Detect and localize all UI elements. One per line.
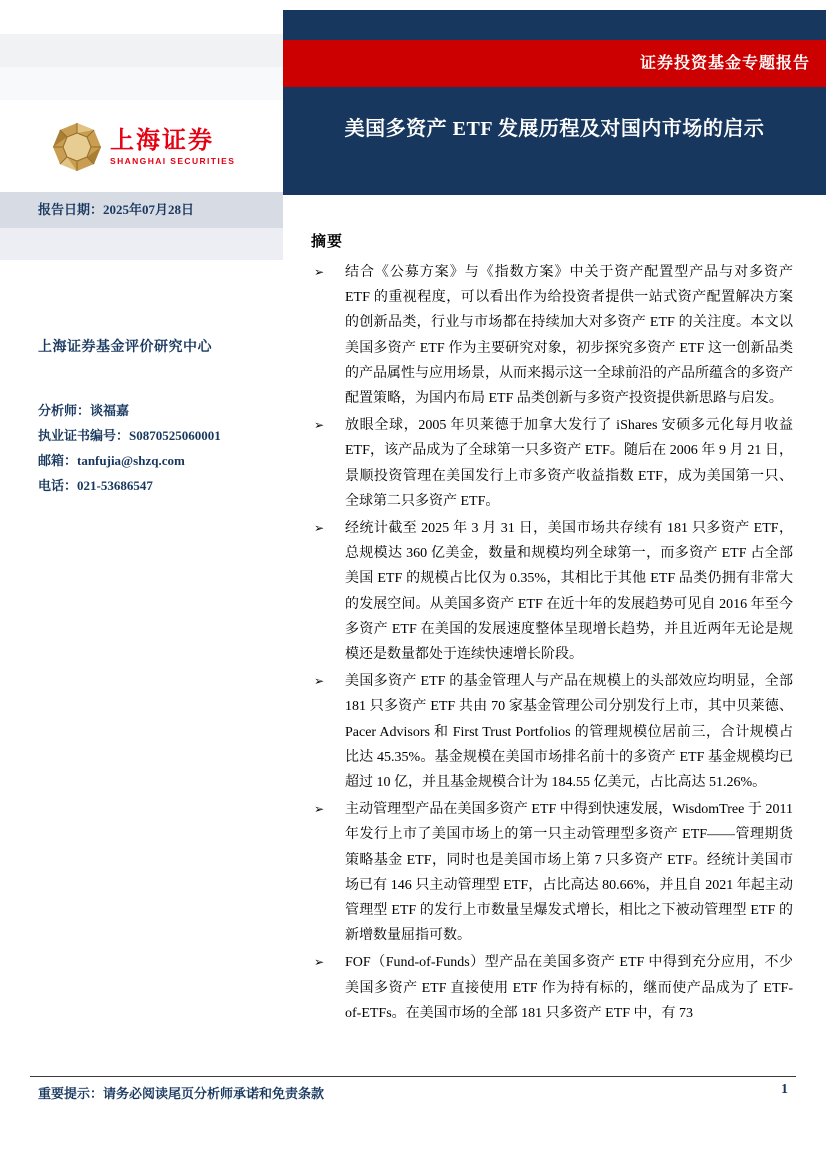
analyst-license: 执业证书编号：S0870525060001 bbox=[38, 428, 221, 443]
summary-bullet-text: 结合《公募方案》与《指数方案》中关于资产配置型产品与对多资产 ETF 的重视程度，可以看出作为给投资者提供一站式资产配置解决方案的创新品类，行业与市场都在持续加大对多资产 ETF 的关注度。本文以美国多资产 ETF 作为主要研究对象，初步探究多资产 ETF 这一创新品类的产品属性与应用场景，从而来揭示这一全球前沿的产品所蕴含的多资产配置策略，为国内布局 ETF 品类创新与多资产投资提供新思路与启发。 bbox=[345, 265, 793, 407]
report-date-band bbox=[0, 192, 283, 228]
company-logo bbox=[52, 122, 235, 172]
company-name-cn: 上海证券 bbox=[110, 128, 214, 155]
decorative-strip bbox=[0, 67, 283, 100]
summary-section bbox=[311, 230, 793, 1028]
report-title: 美国多资产 ETF 发展历程及对国内市场的启示 bbox=[344, 118, 765, 140]
summary-bullet bbox=[311, 413, 793, 514]
summary-bullet-text: FOF（Fund-of-Funds）型产品在美国多资产 ETF 中得到充分应用，不少美国多资产 ETF 直接使用 ETF 作为持有标的，继而使产品成为了 ETF-of-ETFs。在美国市场的全部 181 只多资产 ETF 中，有 73 bbox=[345, 955, 793, 1021]
gem-logo-icon bbox=[52, 122, 102, 172]
decorative-band bbox=[0, 228, 283, 260]
company-name-en: SHANGHAI SECURITIES bbox=[110, 155, 236, 166]
summary-bullet-text: 主动管理型产品在美国多资产 ETF 中得到快速发展，WisdomTree 于 2011 年发行上市了美国市场上的第一只主动管理型多资产 ETF——管理期货策略基金 ETF，同时也是美国市场上第 7 只多资产 ETF。经统计美国市场已有 146 只主动管理型 ETF，占比高达 80.66%，并且自 2021 年起主动管理型 ETF 的发行上市数量呈爆发式增长，相比之下被动管理型 ETF 的新增数量屈指可数。 bbox=[345, 802, 793, 944]
bullet-arrow-icon: ➢ bbox=[314, 955, 325, 970]
report-type-banner: 证券投资基金专题报告 bbox=[283, 40, 826, 87]
summary-bullet-text: 美国多资产 ETF 的基金管理人与产品在规模上的头部效应均明显，全部 181 只多资产 ETF 共由 70 家基金管理公司分别发行上市，其中贝莱德、Pacer Advisors 和 First Trust Portfolios 的管理规模位居前三，合计规模占比达 45.35%。基金规模在美国市场排名前十的多资产 ETF 基金规模均已超过 10 亿，并且基金规模合计为 184.55 亿美元，占比高达 51.26%。 bbox=[345, 674, 793, 791]
analyst-email: 邮箱：tanfujia@shzq.com bbox=[38, 453, 185, 468]
analyst-info-panel bbox=[38, 336, 278, 498]
summary-bullet bbox=[311, 797, 793, 948]
header-block bbox=[283, 10, 826, 195]
analyst-phone: 电话：021-53686547 bbox=[38, 478, 153, 493]
footer-notice: 重要提示：请务必阅读尾页分析师承诺和免责条款 bbox=[38, 1086, 325, 1101]
footer-divider bbox=[30, 1076, 796, 1077]
summary-bullet bbox=[311, 950, 793, 1026]
summary-bullet-text: 放眼全球，2005 年贝莱德于加拿大发行了 iShares 安硕多元化每月收益 ETF，该产品成为了全球第一只多资产 ETF。随后在 2006 年 9 月 21 日，景顺投资管理在美国发行上市多资产收益指数 ETF，成为美国第一只、全球第二只多资产 ETF。 bbox=[345, 418, 793, 509]
page-number: 1 bbox=[781, 1082, 788, 1097]
summary-heading: 摘要 bbox=[311, 234, 344, 250]
research-center-name: 上海证券基金评价研究中心 bbox=[38, 340, 212, 355]
summary-bullet bbox=[311, 516, 793, 667]
bullet-arrow-icon: ➢ bbox=[314, 674, 325, 689]
bullet-arrow-icon: ➢ bbox=[314, 802, 325, 817]
summary-bullet bbox=[311, 669, 793, 795]
bullet-arrow-icon: ➢ bbox=[314, 265, 325, 279]
decorative-strip bbox=[0, 34, 283, 67]
summary-bullet bbox=[311, 260, 793, 411]
bullet-arrow-icon: ➢ bbox=[314, 418, 325, 433]
summary-bullet-text: 经统计截至 2025 年 3 月 31 日，美国市场共存续有 181 只多资产 ETF，总规模达 360 亿美金，数量和规模均列全球第一，而多资产 ETF 占全部美国 ETF 的规模占比仅为 0.35%，其相比于其他 ETF 品类仍拥有非常大的发展空间。从美国多资产 ETF 在近十年的发展趋势可见自 2016 年至今多资产 ETF 在美国的发展速度整体呈现增长趋势，并且近两年无论是规模还是数量都处于连续快速增长阶段。 bbox=[345, 521, 793, 663]
analyst-name: 分析师：谈福嘉 bbox=[38, 403, 130, 418]
report-date: 报告日期：2025年07月28日 bbox=[38, 202, 195, 217]
bullet-arrow-icon: ➢ bbox=[314, 521, 325, 536]
company-name bbox=[110, 128, 235, 166]
